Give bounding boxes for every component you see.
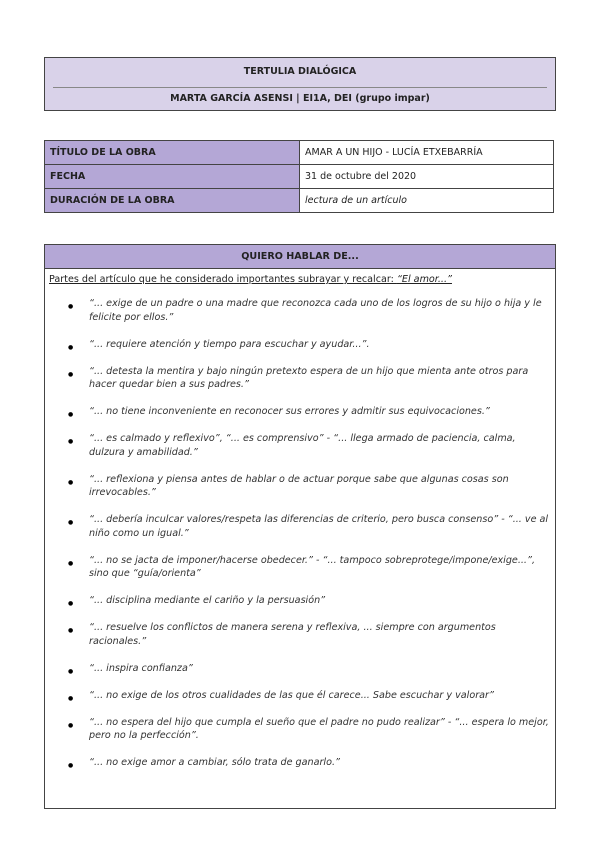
quote-text: “... no exige amor a cambiar, sólo trata de ganarlo.” bbox=[89, 757, 340, 768]
quote-text: “... no tiene inconveniente en reconocer sus errores y admitir sus equivocaciones.” bbox=[89, 406, 490, 417]
info-value: AMAR A UN HIJO - LUCÍA ETXEBARRÍA bbox=[300, 141, 554, 165]
bullet-icon: ● bbox=[68, 438, 74, 445]
header-box bbox=[44, 57, 556, 111]
list-item bbox=[68, 554, 555, 581]
list-item bbox=[68, 756, 555, 770]
bullet-icon: ● bbox=[68, 411, 74, 418]
info-label: TÍTULO DE LA OBRA bbox=[45, 141, 300, 165]
section-box bbox=[44, 244, 556, 809]
bullet-icon: ● bbox=[68, 762, 74, 769]
quote-text: “... es calmado y reflexivo”, “... es comprensivo” - “... llega armado de paciencia, calma, dulzura y amabilidad.” bbox=[89, 433, 516, 458]
quote-text: “... resuelve los conflictos de manera serena y reflexiva, ... siempre con argumentos racionales.” bbox=[89, 622, 496, 647]
list-item bbox=[68, 716, 555, 743]
divider bbox=[53, 87, 547, 88]
info-table bbox=[44, 140, 554, 213]
table-row bbox=[45, 141, 554, 165]
info-label: FECHA bbox=[45, 165, 300, 189]
list-item bbox=[68, 432, 555, 459]
list-item bbox=[68, 662, 555, 676]
list-item bbox=[68, 689, 555, 703]
quote-text: “... no se jacta de imponer/hacerse obedecer.” - “... tampoco sobreprotege/impone/exige...”, sino que “guía/orienta” bbox=[89, 554, 536, 579]
info-value: lectura de un artículo bbox=[300, 189, 554, 213]
quote-text: “... detesta la mentira y bajo ningún pretexto espera de un hijo que mienta ante otros para hacer quedar bien a sus padres.” bbox=[89, 365, 529, 390]
bullet-icon: ● bbox=[68, 600, 74, 607]
bullet-icon: ● bbox=[68, 559, 74, 567]
quote-text: “... debería inculcar valores/respeta las diferencias de criterio, pero busca consenso” - “... ve al niño como un igual.” bbox=[89, 514, 549, 539]
quote-text: “... no exige de los otros cualidades de las que él carece... Sabe escuchar y valorar” bbox=[89, 689, 494, 701]
table-row bbox=[45, 165, 554, 189]
bullet-icon: ● bbox=[68, 627, 74, 634]
bullet-icon: ● bbox=[68, 721, 74, 729]
author-line: MARTA GARCÍA ASENSI | EI1A, DEI (grupo impar) bbox=[170, 93, 430, 104]
intro-text: Partes del artículo que he considerado importantes subrayar y recalcar: bbox=[49, 274, 397, 285]
list-item bbox=[68, 621, 555, 648]
bullet-icon: ● bbox=[68, 370, 74, 378]
quote-list bbox=[45, 297, 555, 770]
quote-text: “... no espera del hijo que cumpla el sueño que el padre no pudo realizar” - “... espera lo mejor, pero no la perfección”. bbox=[89, 716, 549, 741]
bullet-icon: ● bbox=[68, 343, 74, 351]
quote-text: “... requiere atención y tiempo para escuchar y ayudar...”. bbox=[89, 338, 370, 350]
document-title: TERTULIA DIALÓGICA bbox=[243, 66, 357, 77]
quote-text: “... inspira confianza” bbox=[89, 662, 193, 674]
bullet-icon: ● bbox=[68, 303, 74, 310]
list-item bbox=[68, 297, 555, 324]
quote-text: “... disciplina mediante el cariño y la persuasión” bbox=[89, 595, 326, 606]
bullet-icon: ● bbox=[68, 478, 74, 486]
info-label: DURACIÓN DE LA OBRA bbox=[45, 189, 300, 213]
list-item bbox=[68, 513, 555, 540]
quote-text: “... reflexiona y piensa antes de hablar o de actuar porque sabe que algunas cosas son irrevocables.” bbox=[89, 473, 509, 498]
quote-text: “... exige de un padre o una madre que reconozca cada uno de los logros de su hijo o hija y le felicite por ellos.” bbox=[89, 298, 542, 323]
table-row bbox=[45, 189, 554, 213]
list-item bbox=[68, 338, 555, 352]
section-intro bbox=[45, 269, 555, 285]
intro-quote: “El amor...” bbox=[396, 274, 452, 285]
list-item bbox=[68, 365, 555, 392]
list-item bbox=[68, 473, 555, 500]
bullet-icon: ● bbox=[68, 667, 74, 675]
list-item bbox=[68, 405, 555, 419]
info-value: 31 de octubre del 2020 bbox=[300, 165, 554, 189]
list-item bbox=[68, 594, 555, 608]
section-title: QUIERO HABLAR DE... bbox=[45, 245, 555, 269]
bullet-icon: ● bbox=[68, 519, 74, 526]
bullet-icon: ● bbox=[68, 694, 74, 702]
